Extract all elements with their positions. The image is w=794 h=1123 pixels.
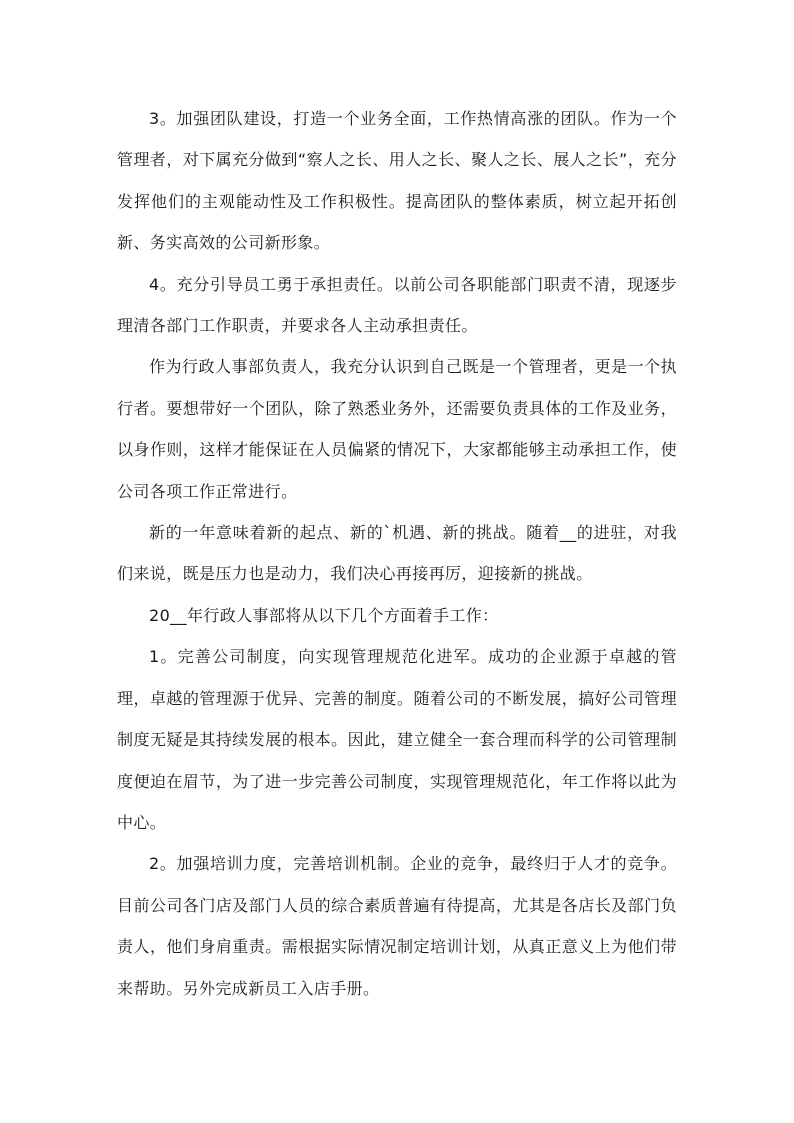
paragraph-plan-intro: 20__年行政人事部将从以下几个方面着手工作： bbox=[149, 605, 499, 625]
document-body bbox=[117, 98, 677, 1009]
paragraph-company-system: 1。完善公司制度，向实现管理规范化进军。成功的企业源于卓越的管理，卓越的管理源于优异、完善的制度。随着公司的不断发展，搞好公司管理制度无疑是其持续发展的根本。因此，建立健全一套合理而科学的公司管理制度便迫在眉节，为了进一步完善公司制度，实现管理规范化，年工作将以此为中心。 bbox=[117, 647, 677, 832]
paragraph-responsibility: 4。充分引导员工勇于承担责任。以前公司各职能部门职责不清，现逐步理清各部门工作职责，并要求各人主动承担责任。 bbox=[117, 274, 677, 336]
paragraph-new-year: 新的一年意味着新的起点、新的`机遇、新的挑战。随着__的进驻，对我们来说，既是压力也是动力，我们决心再接再厉，迎接新的挑战。 bbox=[117, 523, 677, 584]
paragraph-training: 2。加强培训力度，完善培训机制。企业的竞争，最终归于人才的竞争。目前公司各门店及部门人员的综合素质普遍有待提高，尤其是各店长及部门负责人，他们身肩重责。需根据实际情况制定培训计划，从真正意义上为他们带来帮助。另外完成新员工入店手册。 bbox=[117, 854, 677, 998]
paragraph-team-building: 3。加强团队建设，打造一个业务全面，工作热情高涨的团队。作为一个管理者，对下属充分做到“察人之长、用人之长、聚人之长、展人之长”，充分发挥他们的主观能动性及工作积极性。提高团队的整体素质，树立起开拓创新、务实高效的公司新形象。 bbox=[117, 109, 677, 253]
paragraph-manager-role: 作为行政人事部负责人，我充分认识到自己既是一个管理者，更是一个执行者。要想带好一个团队，除了熟悉业务外，还需要负责具体的工作及业务，以身作则，这样才能保证在人员偏紧的情况下，大家都能够主动承担工作，使公司各项工作正常进行。 bbox=[117, 357, 677, 501]
